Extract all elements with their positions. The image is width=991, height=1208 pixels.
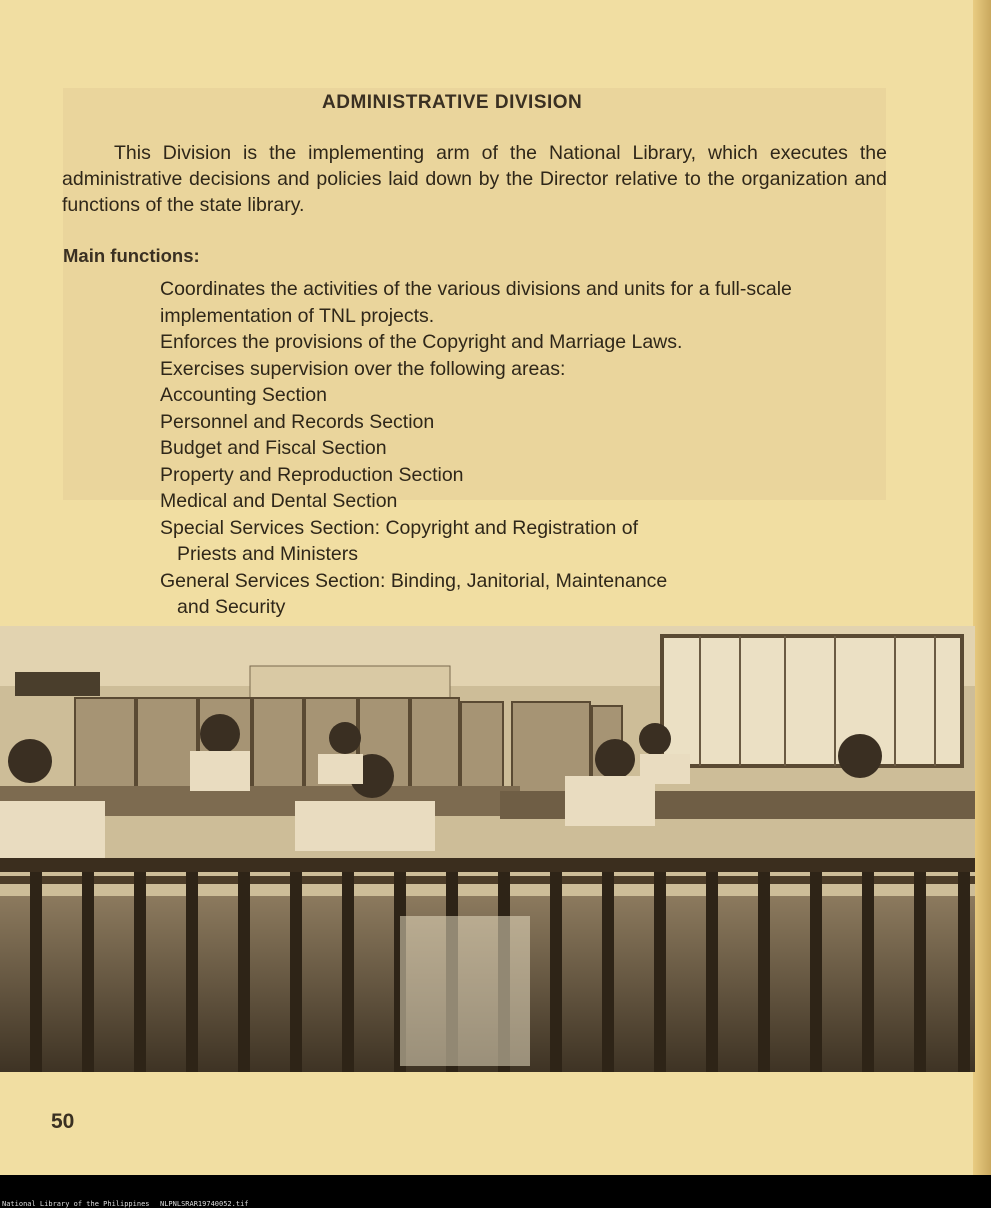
- section-item: Accounting Section: [160, 384, 327, 406]
- main-functions-heading: Main functions:: [63, 245, 200, 266]
- section-item-special-services-cont: Priests and Ministers: [177, 543, 358, 565]
- section-item: Personnel and Records Section: [160, 410, 435, 433]
- function-item: Coordinates the activities of the various divisions and units for a full-scale implementation of TNL projects.: [160, 278, 792, 327]
- function-item: Enforces the provisions of the Copyright and Marriage Laws.: [160, 331, 683, 353]
- scan-footer: [0, 1175, 991, 1208]
- section-item-general-services: General Services Section: Binding, Janitorial, Maintenance: [160, 569, 668, 592]
- office-photo: [0, 626, 975, 1072]
- page-title: ADMINISTRATIVE DIVISION: [322, 92, 583, 113]
- footer-file-name: NLPNLSRAR19740052.tif: [160, 1200, 249, 1208]
- intro-paragraph: This Division is the implementing arm of the National Library, which executes the administrative decisions and policies laid down by the Director relative to the organization and functions of the state library.: [62, 142, 887, 216]
- page-edge-shadow: [973, 0, 991, 1175]
- footer-library-name: National Library of the Philippines: [2, 1200, 150, 1208]
- functions-list: [160, 276, 890, 621]
- section-item-special-services: Special Services Section: Copyright and Registration of: [160, 516, 638, 539]
- office-photo-illustration: [0, 626, 975, 1072]
- function-item: Exercises supervision over the following areas:: [160, 357, 566, 380]
- page-number: 50: [51, 1110, 75, 1133]
- section-item: Property and Reproduction Section: [160, 463, 464, 486]
- section-item: Medical and Dental Section: [160, 490, 398, 512]
- section-item-general-services-cont: and Security: [177, 596, 286, 618]
- section-item: Budget and Fiscal Section: [160, 437, 387, 459]
